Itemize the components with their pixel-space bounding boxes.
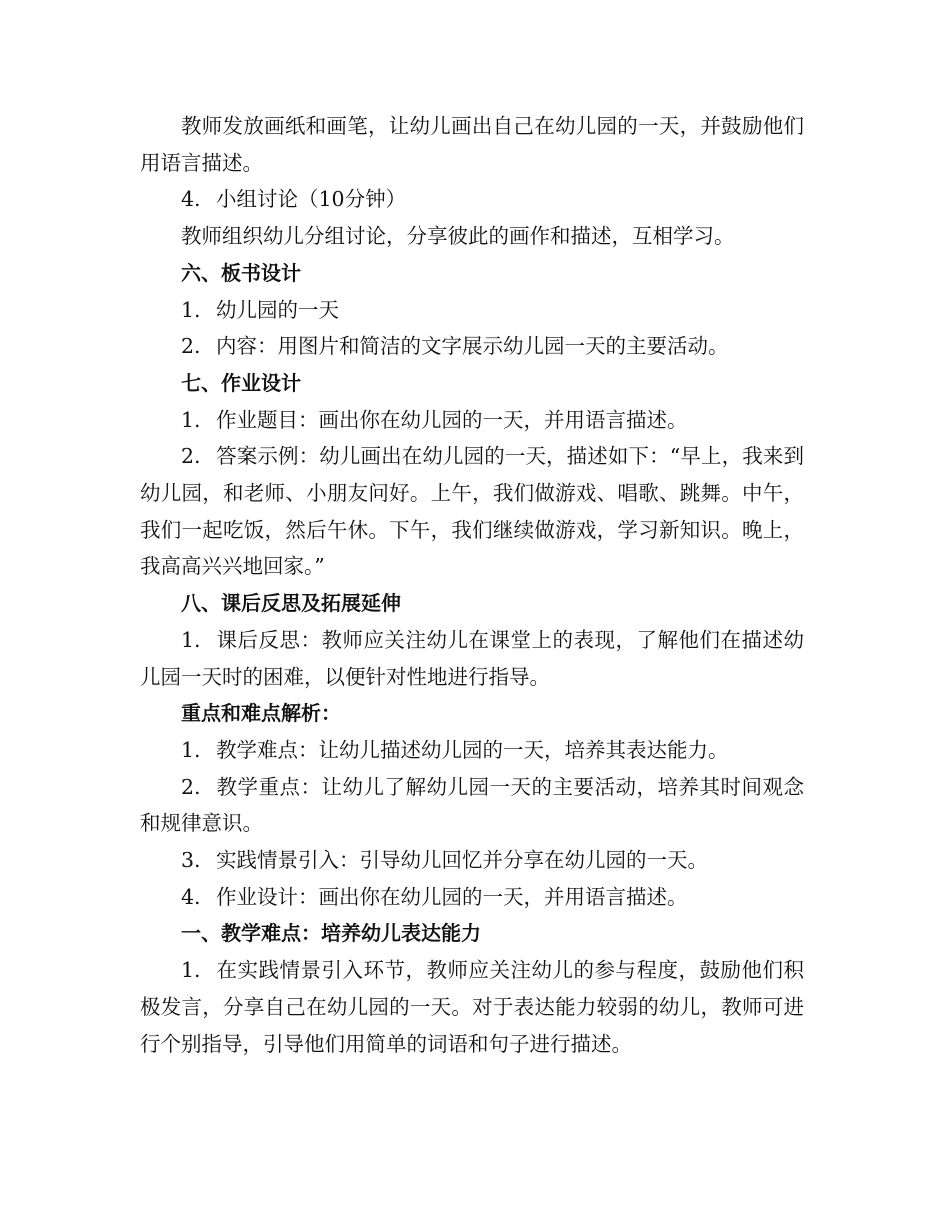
list-text: 教学重点：让幼儿了解幼儿园一天的主要活动，培养其时间观念和规律意识。 — [140, 774, 804, 836]
list-number: 1. — [181, 407, 201, 432]
list-text: 作业题目：画出你在幼儿园的一天，并用语言描述。 — [216, 407, 688, 432]
list-number: 2. — [181, 774, 201, 799]
list-text: 课后反思：教师应关注幼儿在课堂上的表现，了解他们在描述幼儿园一天时的困难，以便针对性地进行指导。 — [140, 627, 804, 689]
list-number: 1. — [181, 627, 201, 652]
list-number: 4. — [181, 884, 201, 909]
section-heading-teaching-difficulty: 一、教学难点：培养幼儿表达能力 — [181, 921, 481, 946]
list-item — [140, 879, 804, 916]
list-text: 小组讨论（10分钟） — [216, 187, 407, 212]
paragraph-drawing-activity: 教师发放画纸和画笔，让幼儿画出自己在幼儿园的一天，并鼓励他们用语言描述。 — [140, 114, 804, 175]
list-item — [140, 952, 804, 1062]
section-heading-homework-design: 七、作业设计 — [181, 370, 301, 395]
list-item — [140, 438, 804, 585]
section-heading-reflection: 八、课后反思及拓展延伸 — [181, 591, 401, 616]
list-item — [140, 402, 804, 439]
list-text: 实践情景引入：引导幼儿回忆并分享在幼儿园的一天。 — [216, 848, 708, 873]
list-text: 教学难点：让幼儿描述幼儿园的一天，培养其表达能力。 — [216, 737, 729, 762]
section-heading-key-points: 重点和难点解析： — [181, 701, 341, 726]
list-number: 1. — [181, 737, 201, 762]
list-item — [140, 732, 804, 769]
list-text: 内容：用图片和简洁的文字展示幼儿园一天的主要活动。 — [216, 334, 729, 359]
list-text: 在实践情景引入环节，教师应关注幼儿的参与程度，鼓励他们积极发言，分享自己在幼儿园的一天。对于表达能力较弱的幼儿，教师可进行个别指导，引导他们用简单的词语和句子进行描述。 — [140, 958, 804, 1056]
list-item — [140, 181, 804, 218]
list-item — [140, 842, 804, 879]
list-number: 1. — [181, 297, 201, 322]
section-heading-board-design: 六、板书设计 — [181, 260, 301, 285]
document-page — [140, 108, 804, 1062]
list-number: 1. — [181, 958, 201, 983]
list-text: 答案示例：幼儿画出在幼儿园的一天，描述如下：“早上，我来到幼儿园，和老师、小朋友问好。上午，我们做游戏、唱歌、跳舞。中午，我们一起吃饭，然后午休。下午，我们继续做游戏，学习新知识。晚上，我高高兴兴地回家。” — [140, 444, 804, 579]
list-item — [140, 769, 804, 842]
list-number: 3. — [181, 848, 201, 873]
list-item — [140, 328, 804, 365]
list-number: 2. — [181, 334, 201, 359]
list-text: 作业设计：画出你在幼儿园的一天，并用语言描述。 — [216, 884, 688, 909]
list-number: 4. — [181, 187, 201, 212]
list-item — [140, 622, 804, 695]
list-number: 2. — [181, 444, 201, 469]
list-text: 幼儿园的一天 — [216, 297, 339, 322]
list-item — [140, 292, 804, 329]
paragraph-group-discussion: 教师组织幼儿分组讨论，分享彼此的画作和描述，互相学习。 — [181, 224, 735, 249]
